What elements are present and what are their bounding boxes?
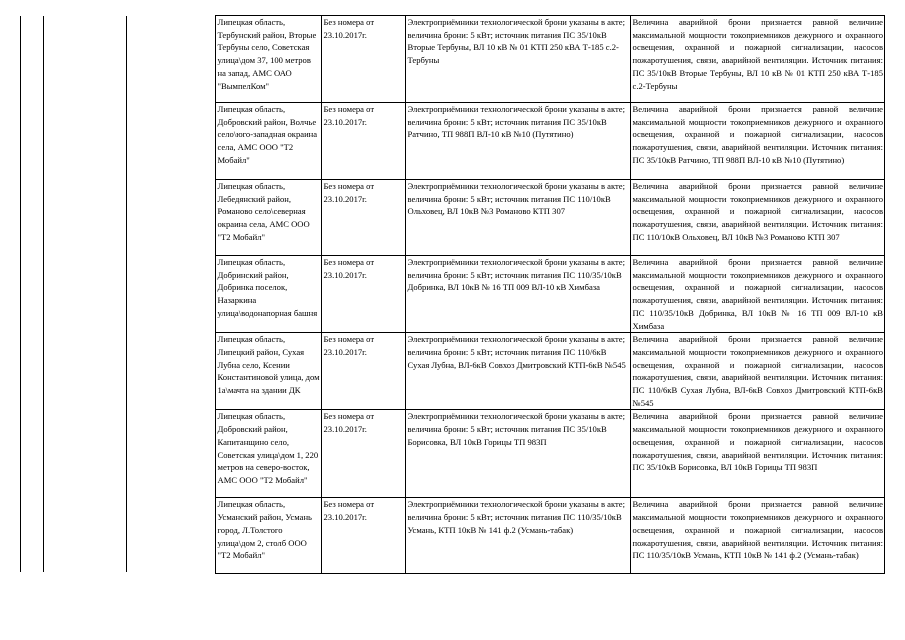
technological-reserve-cell: Электроприёмники технологической брони указаны в акте; величина брони: 5 кВт; источник питания ПС 110/35/10кВ Добринка, ВЛ 10кВ № 16 ТП 009 ВЛ-10 кВ Химбаза — [406, 256, 631, 333]
location-cell: Липецкая область, Лебедянский район, Романово село\северная окраина села, АМС ООО "Т2 Мобайл" — [216, 180, 322, 256]
table-row — [216, 180, 885, 256]
act-number-cell: Без номера от 23.10.2017г. — [322, 333, 406, 410]
technological-reserve-cell: Электроприёмники технологической брони указаны в акте; величина брони: 5 кВт; источник питания ПС 110/35/10кВ Усмань, КТП 10кВ № 141 ф.2 (Усмань-табак) — [406, 498, 631, 574]
emergency-reserve-cell: Величина аварийной брони признается равной величине максимальной мощности токоприемников дежурного и охранного освещения, охранной и пожарной сигнализации, насосов пожаротушения, связи, аварийной вентиляции. Источник питания: ПС 35/10кВ Ратчино, ТП 988П ВЛ-10 кВ №10 (Путятино) — [631, 103, 885, 180]
location-cell: Липецкая область, Усманский район, Усмань город, Л.Толстого улица\дом 2, столб ООО "Т2 Мобайл" — [216, 498, 322, 574]
emergency-reserve-cell: Величина аварийной брони признается равной величине максимальной мощности токоприемников дежурного и охранного освещения, охранной и пожарной сигнализации, насосов пожаротушения, связи, аварийной вентиляции. Источник питания: ПС 110/10кВ Ольховец, ВЛ 10кВ №3 Романово КТП 307 — [631, 180, 885, 256]
emergency-reserve-cell: Величина аварийной брони признается равной величине максимальной мощности токоприемников дежурного и охранного освещения, охранной и пожарной сигнализации, насосов пожаротушения, связи, аварийной вентиляции. Источник питания: ПС 35/10кВ Вторые Тербуны, ВЛ 10 кВ № 01 КТП 250 кВА Т-185 с.2-Тербуны — [631, 16, 885, 103]
table-row — [216, 256, 885, 333]
technological-reserve-cell: Электроприёмники технологической брони указаны в акте; величина брони: 5 кВт; источник питания ПС 35/10кВ Вторые Тербуны, ВЛ 10 кВ № 01 КТП 250 кВА Т-185 с.2-Тербуны — [406, 16, 631, 103]
act-number-cell: Без номера от 23.10.2017г. — [322, 256, 406, 333]
act-number-cell: Без номера от 23.10.2017г. — [322, 498, 406, 574]
left-column-rule-2 — [43, 16, 44, 572]
act-number-cell: Без номера от 23.10.2017г. — [322, 410, 406, 498]
power-reserve-table — [215, 15, 885, 574]
table-row — [216, 333, 885, 410]
location-cell: Липецкая область, Тербунский район, Вторые Тербуны село, Советская улица\дом 37, 100 метров на запад, АМС ОАО "ВымпелКом" — [216, 16, 322, 103]
act-number-cell: Без номера от 23.10.2017г. — [322, 103, 406, 180]
technological-reserve-cell: Электроприёмники технологической брони указаны в акте; величина брони: 5 кВт; источник питания ПС 110/6кВ Сухая Лубна, ВЛ-6кВ Совхоз Дмитровский КТП-6кВ №545 — [406, 333, 631, 410]
table-row — [216, 498, 885, 574]
location-cell: Липецкая область, Липецкий район, Сухая Лубна село, Ксении Константиновой улица, дом 1а\мачта на здании ДК — [216, 333, 322, 410]
table-row — [216, 16, 885, 103]
emergency-reserve-cell: Величина аварийной брони признается равной величине максимальной мощности токоприемников дежурного и охранного освещения, охранной и пожарной сигнализации, насосов пожаротушения, связи, аварийной вентиляции. Источник питания: ПС 110/6кВ Сухая Лубна, ВЛ-6кВ Совхоз Дмитровский КТП-6кВ №545 — [631, 333, 885, 410]
table-row — [216, 103, 885, 180]
left-column-rule-3 — [126, 16, 127, 572]
emergency-reserve-cell: Величина аварийной брони признается равной величине максимальной мощности токоприемников дежурного и охранного освещения, охранной и пожарной сигнализации, насосов пожаротушения, связи, аварийной вентиляции. Источник питания: ПС 110/35/10кВ Добринка, ВЛ 10кВ № 16 ТП 009 ВЛ-10 кВ Химбаза — [631, 256, 885, 333]
act-number-cell: Без номера от 23.10.2017г. — [322, 180, 406, 256]
act-number-cell: Без номера от 23.10.2017г. — [322, 16, 406, 103]
technological-reserve-cell: Электроприёмники технологической брони указаны в акте; величина брони: 5 кВт; источник питания ПС 35/10кВ Ратчино, ТП 988П ВЛ-10 кВ №10 (Путятино) — [406, 103, 631, 180]
emergency-reserve-cell: Величина аварийной брони признается равной величине максимальной мощности токоприемников дежурного и охранного освещения, охранной и пожарной сигнализации, насосов пожаротушения, связи, аварийной вентиляции. Источник питания: ПС 110/35/10кВ Усмань, КТП 10кВ № 141 ф.2 (Усмань-табак) — [631, 498, 885, 574]
location-cell: Липецкая область, Добровский район, Капитанщино село, Советская улица\дом 1, 220 метров на северо-восток, АМС ООО "Т2 Мобайл" — [216, 410, 322, 498]
location-cell: Липецкая область, Добринский район, Добринка поселок, Назаркина улица\водонапорная башня — [216, 256, 322, 333]
table-row — [216, 410, 885, 498]
location-cell: Липецкая область, Добровский район, Волчье село\юго-западная окраина села, АМС ООО "Т2 Мобайл" — [216, 103, 322, 180]
left-column-rule-1 — [20, 16, 21, 572]
technological-reserve-cell: Электроприёмники технологической брони указаны в акте; величина брони: 5 кВт; источник питания ПС 110/10кВ Ольховец, ВЛ 10кВ №3 Романово КТП 307 — [406, 180, 631, 256]
emergency-reserve-cell: Величина аварийной брони признается равной величине максимальной мощности токоприемников дежурного и охранного освещения, охранной и пожарной сигнализации, насосов пожаротушения, связи, аварийной вентиляции. Источник питания: ПС 35/10кВ Борисовка, ВЛ 10кВ Горицы ТП 983П — [631, 410, 885, 498]
technological-reserve-cell: Электроприёмники технологической брони указаны в акте; величина брони: 5 кВт; источник питания ПС 35/10кВ Борисовка, ВЛ 10кВ Горицы ТП 983П — [406, 410, 631, 498]
